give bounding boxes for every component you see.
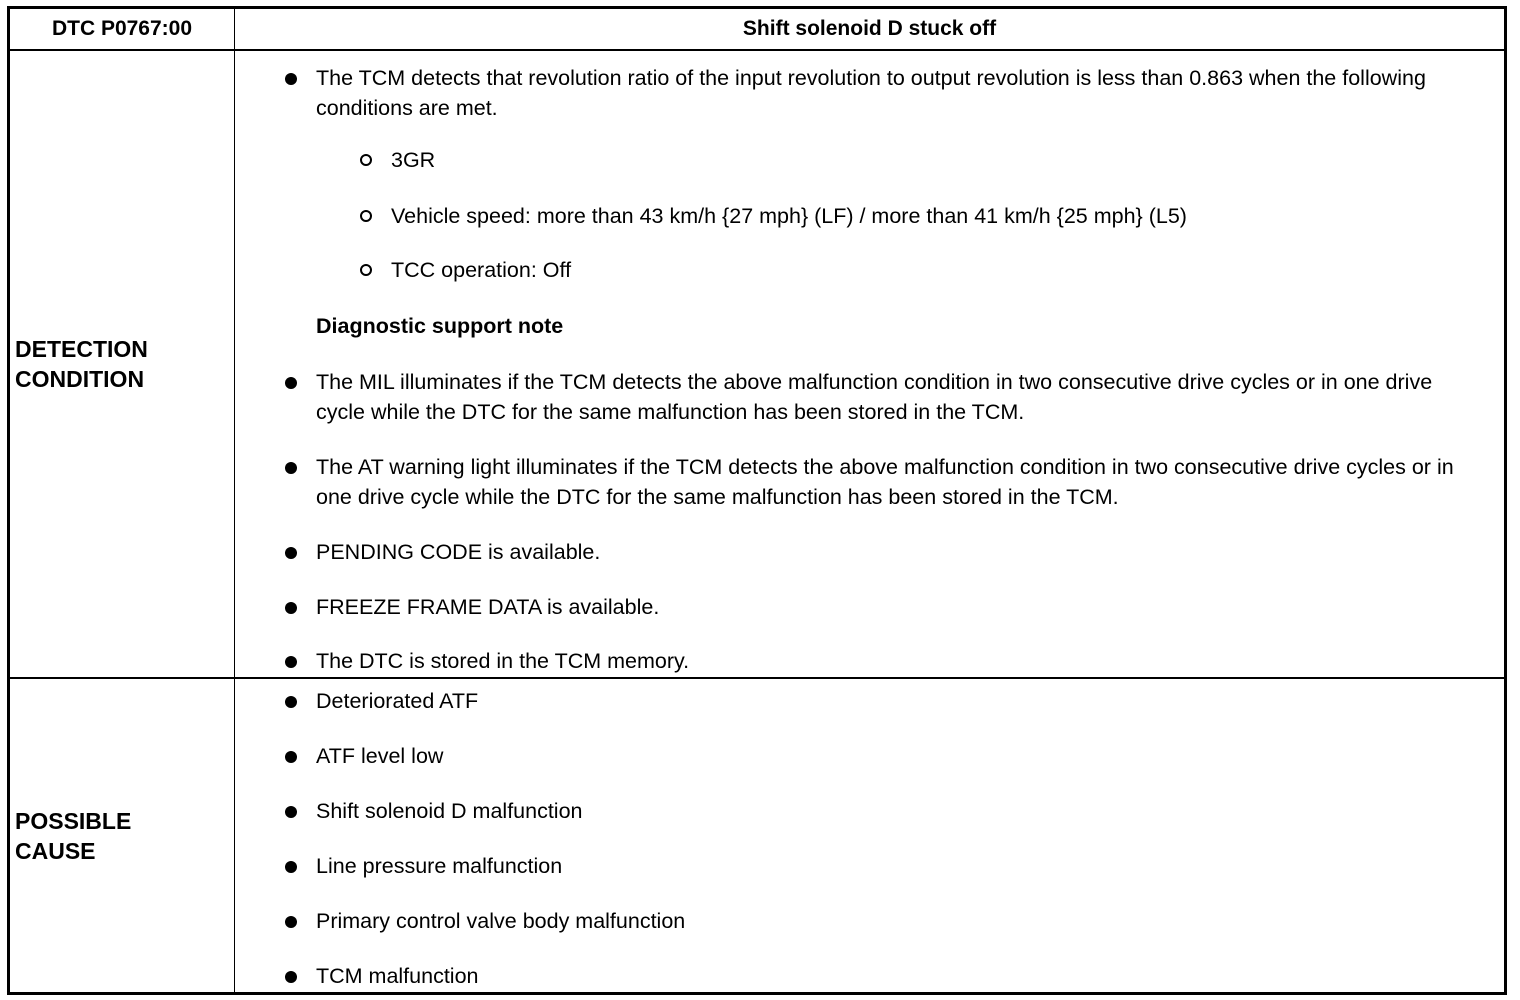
cause-text: Deteriorated ATF [316,689,479,713]
cause-text: Primary control valve body malfunction [316,909,686,933]
circle-bullet-icon [360,154,372,166]
diagnostic-support-note-heading: Diagnostic support note [316,314,564,338]
dtc-table [7,6,1507,995]
bullet-icon [285,656,297,668]
cause-text: Shift solenoid D malfunction [316,799,583,823]
bullet-icon [285,73,297,85]
condition-text: Vehicle speed: more than 43 km/h {27 mph} (LF) / more than 41 km/h {25 mph} (L5) [391,204,1187,228]
bullet-icon [285,971,297,983]
condition-text: TCC operation: Off [391,258,572,282]
note-text: The MIL illuminates if the TCM detects the above malfunction condition in two consecutive drive cycles or in one drive cycle while the DTC for the same malfunction has been stored in the TCM. [316,370,1433,424]
possible-cause-body [235,679,1504,992]
note-text: The AT warning light illuminates if the TCM detects the above malfunction condition in two consecutive drive cycles or in one drive cycle while the DTC for the same malfunction has been stored in the TCM. [316,455,1454,509]
cause-text: Line pressure malfunction [316,854,563,878]
circle-bullet-icon [360,264,372,276]
label-line: CAUSE [15,837,96,864]
note-text: The DTC is stored in the TCM memory. [316,649,690,673]
bullet-icon [285,916,297,928]
dtc-code-cell [10,9,235,49]
bullet-icon [285,462,297,474]
dtc-title-cell [235,9,1504,49]
note-text: PENDING CODE is available. [316,540,601,564]
circle-bullet-icon [360,210,372,222]
detection-condition-row [10,51,1504,679]
possible-cause-label-cell [10,679,235,992]
label-line: DETECTION [15,336,148,362]
note-text: FREEZE FRAME DATA is available. [316,595,660,619]
detection-condition-body [235,51,1504,677]
cause-text: ATF level low [316,744,444,768]
detection-condition-label [15,334,225,394]
bullet-icon [285,806,297,818]
dtc-code: DTC P0767:00 [51,17,193,40]
bullet-icon [285,377,297,389]
detection-intro: The TCM detects that revolution ratio of the input revolution to output revolution is less than 0.863 when the following conditions are met. [316,66,1426,120]
bullet-icon [285,751,297,763]
bullet-icon [285,602,297,614]
condition-text: 3GR [391,148,436,172]
possible-cause-row [10,679,1504,992]
detection-condition-label-cell [10,51,235,677]
label-line: CONDITION [15,366,145,392]
bullet-icon [285,547,297,559]
bullet-icon [285,861,297,873]
dtc-title: Shift solenoid D stuck off [742,17,997,40]
label-line: POSSIBLE [15,807,132,834]
cause-text: TCM malfunction [316,964,479,988]
table-header-row [10,9,1504,51]
possible-cause-label [15,806,225,866]
bullet-icon [285,696,297,708]
